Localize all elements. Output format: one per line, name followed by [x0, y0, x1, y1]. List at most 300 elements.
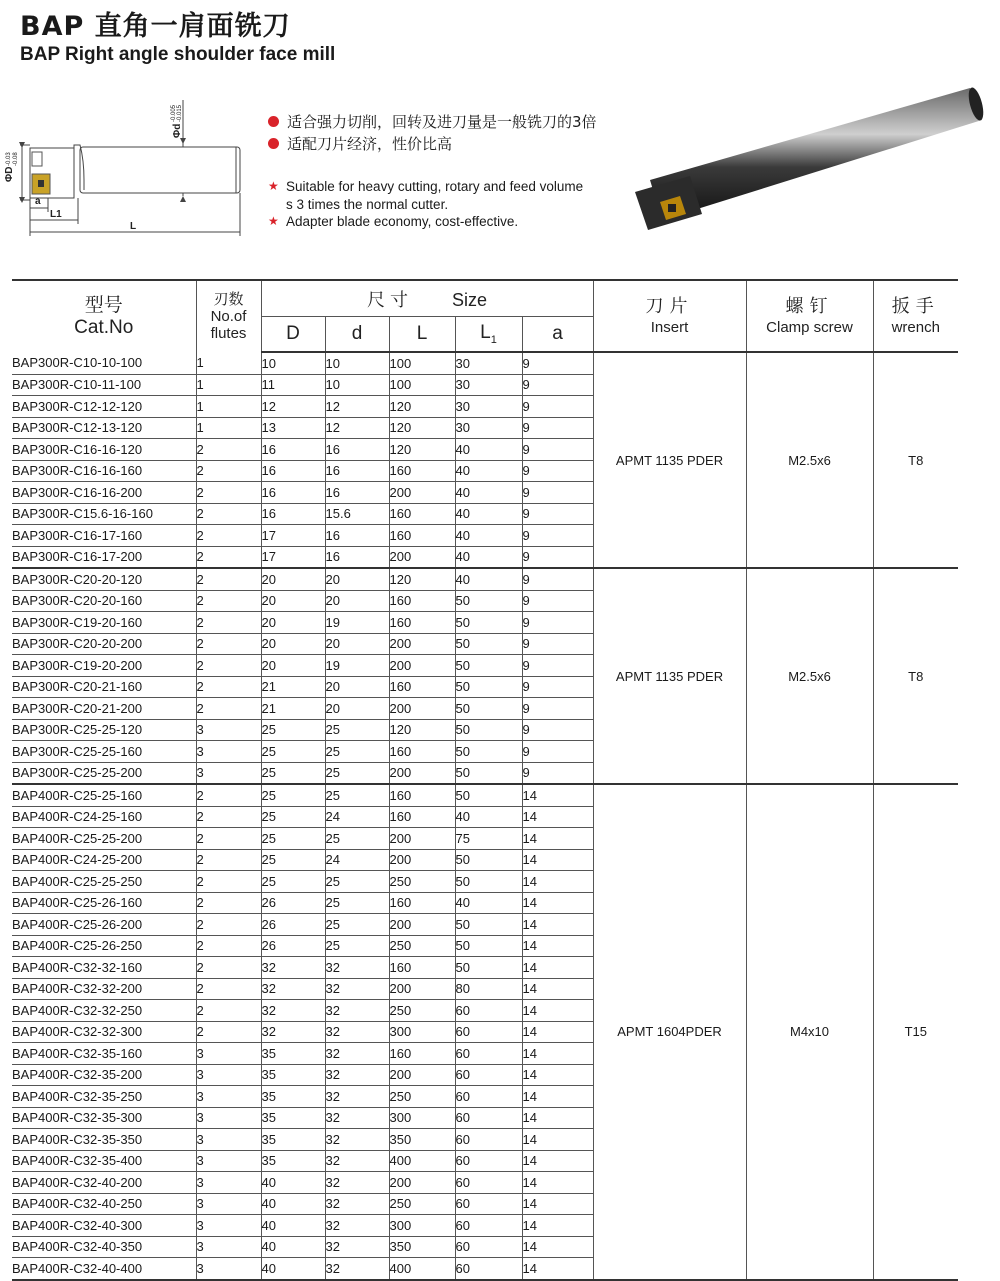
cat-no-cell: BAP300R-C16-17-200: [12, 546, 196, 568]
L1-cell: 40: [455, 503, 522, 525]
L1-cell: 60: [455, 1215, 522, 1237]
cat-no-cell: BAP400R-C25-25-200: [12, 828, 196, 850]
D-cell: 25: [261, 828, 325, 850]
L-cell: 200: [389, 482, 455, 504]
L1-cell: 60: [455, 1258, 522, 1280]
L-cell: 160: [389, 806, 455, 828]
d-cell: 12: [325, 417, 389, 439]
feature-cn-item: 适合强力切削，回转及进刀量是一般铣刀的3倍: [268, 110, 597, 132]
L-cell: 160: [389, 741, 455, 763]
D-cell: 40: [261, 1172, 325, 1194]
label-D-tol-upper: -0.03: [6, 152, 12, 166]
L-cell: 200: [389, 546, 455, 568]
d-cell: 32: [325, 1172, 389, 1194]
flutes-cell: 2: [196, 590, 261, 612]
flutes-cell: 1: [196, 396, 261, 418]
header-flutes: 刃数 No.of flutes: [196, 280, 261, 352]
L1-cell: 50: [455, 914, 522, 936]
D-cell: 10: [261, 352, 325, 374]
cat-no-cell: BAP300R-C20-20-160: [12, 590, 196, 612]
L1-cell: 60: [455, 1172, 522, 1194]
a-cell: 14: [522, 784, 593, 806]
cat-no-cell: BAP400R-C25-26-160: [12, 892, 196, 914]
cat-no-cell: BAP400R-C32-40-300: [12, 1215, 196, 1237]
L1-cell: 30: [455, 417, 522, 439]
D-cell: 20: [261, 655, 325, 677]
L-cell: 200: [389, 914, 455, 936]
flutes-cell: 2: [196, 655, 261, 677]
red-star-icon: ★: [268, 179, 279, 193]
features-en-list: [268, 178, 583, 231]
D-cell: 17: [261, 546, 325, 568]
L1-cell: 60: [455, 1193, 522, 1215]
L-cell: 200: [389, 762, 455, 784]
header-a: a: [522, 317, 593, 353]
L1-cell: 80: [455, 978, 522, 1000]
a-cell: 9: [522, 590, 593, 612]
flutes-cell: 3: [196, 1107, 261, 1129]
D-cell: 26: [261, 935, 325, 957]
d-cell: 25: [325, 914, 389, 936]
D-cell: 40: [261, 1236, 325, 1258]
d-cell: 32: [325, 978, 389, 1000]
a-cell: 9: [522, 741, 593, 763]
cat-no-cell: BAP400R-C25-25-250: [12, 871, 196, 893]
L1-cell: 50: [455, 935, 522, 957]
d-cell: 25: [325, 892, 389, 914]
D-cell: 35: [261, 1107, 325, 1129]
L1-cell: 60: [455, 1064, 522, 1086]
wrench-cell: T8: [873, 568, 958, 784]
a-cell: 14: [522, 1107, 593, 1129]
cat-no-cell: BAP400R-C32-32-160: [12, 957, 196, 979]
L-cell: 200: [389, 1172, 455, 1194]
L-cell: 200: [389, 978, 455, 1000]
L-cell: 400: [389, 1258, 455, 1280]
L1-cell: 30: [455, 396, 522, 418]
a-cell: 9: [522, 676, 593, 698]
d-cell: 32: [325, 1258, 389, 1280]
label-d: Φd: [172, 123, 183, 138]
D-cell: 35: [261, 1086, 325, 1108]
L-cell: 120: [389, 719, 455, 741]
a-cell: 14: [522, 957, 593, 979]
flutes-cell: 2: [196, 568, 261, 590]
L1-cell: 40: [455, 439, 522, 461]
L1-cell: 50: [455, 871, 522, 893]
cat-no-cell: BAP300R-C16-17-160: [12, 525, 196, 547]
cat-no-cell: BAP300R-C19-20-200: [12, 655, 196, 677]
cat-no-cell: BAP400R-C32-32-250: [12, 1000, 196, 1022]
D-cell: 35: [261, 1150, 325, 1172]
L1-cell: 40: [455, 546, 522, 568]
d-cell: 25: [325, 719, 389, 741]
cat-no-cell: BAP400R-C32-35-160: [12, 1043, 196, 1065]
L1-cell: 60: [455, 1107, 522, 1129]
feature-en-item: ★ Adapter blade economy, cost-effective.: [268, 214, 519, 229]
cat-no-cell: BAP300R-C15.6-16-160: [12, 503, 196, 525]
flutes-cell: 2: [196, 806, 261, 828]
L-cell: 160: [389, 503, 455, 525]
flutes-cell: 2: [196, 482, 261, 504]
red-star-icon: ★: [268, 214, 279, 228]
a-cell: 9: [522, 612, 593, 634]
a-cell: 14: [522, 1043, 593, 1065]
page-title-cn: BAP 直角一肩面铣刀: [20, 11, 291, 42]
table-row: [12, 352, 958, 374]
cat-no-cell: BAP400R-C32-40-200: [12, 1172, 196, 1194]
header-clamp-screw: 螺钉 Clamp screw: [746, 280, 873, 352]
feature-en-item-continued: s 3 times the normal cutter.: [286, 196, 449, 212]
a-cell: 9: [522, 352, 593, 374]
L-cell: 200: [389, 698, 455, 720]
header-size: 尺 寸 Size: [261, 280, 593, 317]
a-cell: 14: [522, 1086, 593, 1108]
D-cell: 20: [261, 568, 325, 590]
L-cell: 160: [389, 892, 455, 914]
cat-no-cell: BAP400R-C24-25-160: [12, 806, 196, 828]
flutes-cell: 3: [196, 1193, 261, 1215]
cat-no-cell: BAP400R-C32-40-250: [12, 1193, 196, 1215]
D-cell: 32: [261, 978, 325, 1000]
d-cell: 24: [325, 806, 389, 828]
flutes-cell: 2: [196, 546, 261, 568]
L1-cell: 30: [455, 374, 522, 396]
d-cell: 32: [325, 1236, 389, 1258]
insert-cell: APMT 1135 PDER: [593, 352, 746, 568]
d-cell: 19: [325, 655, 389, 677]
D-cell: 25: [261, 719, 325, 741]
insert-cell: APMT 1604PDER: [593, 784, 746, 1280]
L-cell: 160: [389, 1043, 455, 1065]
label-L1: L1: [50, 209, 62, 220]
d-cell: 32: [325, 1150, 389, 1172]
L-cell: 350: [389, 1129, 455, 1151]
cat-no-cell: BAP400R-C32-35-300: [12, 1107, 196, 1129]
a-cell: 9: [522, 568, 593, 590]
features-cn-list: [268, 110, 597, 154]
wrench-cell: T15: [873, 784, 958, 1280]
header-d: d: [325, 317, 389, 353]
L1-cell: 60: [455, 1236, 522, 1258]
D-cell: 25: [261, 871, 325, 893]
L1-cell: 50: [455, 762, 522, 784]
clamp-screw-cell: M2.5x6: [746, 568, 873, 784]
a-cell: 9: [522, 503, 593, 525]
L-cell: 250: [389, 1000, 455, 1022]
cat-no-cell: BAP400R-C32-32-200: [12, 978, 196, 1000]
d-cell: 16: [325, 439, 389, 461]
L-cell: 300: [389, 1021, 455, 1043]
a-cell: 14: [522, 806, 593, 828]
L-cell: 160: [389, 525, 455, 547]
a-cell: 14: [522, 978, 593, 1000]
cat-no-cell: BAP300R-C19-20-160: [12, 612, 196, 634]
d-cell: 16: [325, 525, 389, 547]
D-cell: 11: [261, 374, 325, 396]
header-cat-no: 型号 Cat.No: [12, 280, 196, 352]
d-cell: 16: [325, 460, 389, 482]
cat-no-cell: BAP300R-C20-20-200: [12, 633, 196, 655]
a-cell: 9: [522, 698, 593, 720]
flutes-cell: 2: [196, 698, 261, 720]
L-cell: 300: [389, 1107, 455, 1129]
a-cell: 14: [522, 1129, 593, 1151]
cat-no-cell: BAP400R-C25-25-160: [12, 784, 196, 806]
D-cell: 20: [261, 612, 325, 634]
L1-cell: 40: [455, 482, 522, 504]
D-cell: 21: [261, 676, 325, 698]
d-cell: 32: [325, 1215, 389, 1237]
d-cell: 25: [325, 935, 389, 957]
d-cell: 20: [325, 698, 389, 720]
d-cell: 16: [325, 546, 389, 568]
L1-cell: 60: [455, 1021, 522, 1043]
d-cell: 32: [325, 1000, 389, 1022]
flutes-cell: 2: [196, 957, 261, 979]
d-cell: 20: [325, 568, 389, 590]
cat-no-cell: BAP300R-C20-21-200: [12, 698, 196, 720]
D-cell: 17: [261, 525, 325, 547]
L-cell: 200: [389, 633, 455, 655]
d-cell: 25: [325, 762, 389, 784]
d-cell: 32: [325, 1129, 389, 1151]
L-cell: 160: [389, 612, 455, 634]
clamp-screw-cell: M2.5x6: [746, 352, 873, 568]
L-cell: 100: [389, 374, 455, 396]
d-cell: 12: [325, 396, 389, 418]
L1-cell: 40: [455, 892, 522, 914]
L1-cell: 60: [455, 1000, 522, 1022]
d-cell: 25: [325, 784, 389, 806]
flutes-cell: 2: [196, 784, 261, 806]
D-cell: 25: [261, 762, 325, 784]
cat-no-cell: BAP300R-C20-21-160: [12, 676, 196, 698]
flutes-cell: 2: [196, 1021, 261, 1043]
L-cell: 200: [389, 1064, 455, 1086]
L-cell: 160: [389, 460, 455, 482]
a-cell: 14: [522, 1064, 593, 1086]
a-cell: 14: [522, 914, 593, 936]
L1-cell: 50: [455, 741, 522, 763]
L1-cell: 50: [455, 719, 522, 741]
a-cell: 9: [522, 719, 593, 741]
cat-no-cell: BAP300R-C16-16-120: [12, 439, 196, 461]
cat-no-cell: BAP300R-C25-25-160: [12, 741, 196, 763]
D-cell: 20: [261, 633, 325, 655]
D-cell: 40: [261, 1193, 325, 1215]
header-L: L: [389, 317, 455, 353]
a-cell: 14: [522, 1236, 593, 1258]
a-cell: 9: [522, 396, 593, 418]
D-cell: 16: [261, 439, 325, 461]
flutes-cell: 2: [196, 676, 261, 698]
flutes-cell: 2: [196, 633, 261, 655]
a-cell: 9: [522, 546, 593, 568]
L1-cell: 50: [455, 957, 522, 979]
a-cell: 9: [522, 417, 593, 439]
flutes-cell: 3: [196, 741, 261, 763]
D-cell: 25: [261, 784, 325, 806]
flutes-cell: 2: [196, 1000, 261, 1022]
D-cell: 25: [261, 849, 325, 871]
page-title-en: BAP Right angle shoulder face mill: [20, 44, 336, 65]
a-cell: 14: [522, 935, 593, 957]
L1-cell: 75: [455, 828, 522, 850]
flutes-cell: 2: [196, 849, 261, 871]
cat-no-cell: BAP400R-C32-35-200: [12, 1064, 196, 1086]
cat-no-cell: BAP300R-C16-16-160: [12, 460, 196, 482]
flutes-cell: 3: [196, 1258, 261, 1280]
L1-cell: 40: [455, 525, 522, 547]
flutes-cell: 3: [196, 1129, 261, 1151]
red-dot-icon: [268, 116, 279, 127]
cat-no-cell: BAP300R-C25-25-200: [12, 762, 196, 784]
L1-cell: 60: [455, 1086, 522, 1108]
flutes-cell: 2: [196, 525, 261, 547]
cat-no-cell: BAP300R-C20-20-120: [12, 568, 196, 590]
cat-no-cell: BAP400R-C32-32-300: [12, 1021, 196, 1043]
spec-table-body: [12, 352, 958, 1280]
D-cell: 26: [261, 892, 325, 914]
D-cell: 26: [261, 914, 325, 936]
D-cell: 32: [261, 1021, 325, 1043]
insert-cell: APMT 1135 PDER: [593, 568, 746, 784]
L1-cell: 40: [455, 460, 522, 482]
cat-no-cell: BAP400R-C32-35-400: [12, 1150, 196, 1172]
L-cell: 250: [389, 935, 455, 957]
table-row: [12, 784, 958, 806]
a-cell: 9: [522, 374, 593, 396]
wrench-cell: T8: [873, 352, 958, 568]
d-cell: 32: [325, 1107, 389, 1129]
a-cell: 9: [522, 482, 593, 504]
flutes-cell: 3: [196, 1236, 261, 1258]
table-row: [12, 568, 958, 590]
flutes-cell: 3: [196, 1043, 261, 1065]
d-cell: 20: [325, 676, 389, 698]
feature-cn-item: 适配刀片经济，性价比高: [268, 132, 597, 154]
L-cell: 120: [389, 396, 455, 418]
L-cell: 120: [389, 439, 455, 461]
flutes-cell: 2: [196, 828, 261, 850]
D-cell: 25: [261, 741, 325, 763]
label-d-tol-upper: -0.005: [171, 104, 177, 122]
flutes-cell: 2: [196, 460, 261, 482]
D-cell: 25: [261, 806, 325, 828]
L-cell: 250: [389, 871, 455, 893]
L1-cell: 50: [455, 633, 522, 655]
D-cell: 21: [261, 698, 325, 720]
cat-no-cell: BAP300R-C16-16-200: [12, 482, 196, 504]
flutes-cell: 3: [196, 1086, 261, 1108]
cat-no-cell: BAP400R-C32-40-400: [12, 1258, 196, 1280]
D-cell: 13: [261, 417, 325, 439]
D-cell: 35: [261, 1043, 325, 1065]
L1-cell: 50: [455, 655, 522, 677]
L-cell: 160: [389, 590, 455, 612]
L1-cell: 50: [455, 676, 522, 698]
header-insert: 刀片 Insert: [593, 280, 746, 352]
d-cell: 32: [325, 1043, 389, 1065]
flutes-cell: 2: [196, 892, 261, 914]
L1-cell: 50: [455, 849, 522, 871]
d-cell: 10: [325, 352, 389, 374]
D-cell: 32: [261, 957, 325, 979]
L-cell: 250: [389, 1086, 455, 1108]
flutes-cell: 3: [196, 719, 261, 741]
L1-cell: 50: [455, 590, 522, 612]
label-L: L: [130, 221, 137, 232]
cat-no-cell: BAP300R-C12-13-120: [12, 417, 196, 439]
D-cell: 40: [261, 1215, 325, 1237]
L-cell: 300: [389, 1215, 455, 1237]
a-cell: 9: [522, 762, 593, 784]
flutes-cell: 2: [196, 935, 261, 957]
header-D: D: [261, 317, 325, 353]
flutes-cell: 1: [196, 374, 261, 396]
a-cell: 9: [522, 439, 593, 461]
flutes-cell: 3: [196, 1150, 261, 1172]
d-cell: 20: [325, 633, 389, 655]
a-cell: 14: [522, 828, 593, 850]
cat-no-cell: BAP300R-C10-10-100: [12, 352, 196, 374]
L-cell: 100: [389, 352, 455, 374]
L1-cell: 60: [455, 1043, 522, 1065]
flutes-cell: 1: [196, 417, 261, 439]
D-cell: 32: [261, 1000, 325, 1022]
a-cell: 9: [522, 633, 593, 655]
red-dot-icon: [268, 138, 279, 149]
a-cell: 14: [522, 1172, 593, 1194]
d-cell: 25: [325, 828, 389, 850]
flutes-cell: 2: [196, 871, 261, 893]
L1-cell: 40: [455, 568, 522, 590]
L1-cell: 30: [455, 352, 522, 374]
cat-no-cell: BAP300R-C25-25-120: [12, 719, 196, 741]
end-mill-product-photo: [620, 80, 990, 240]
L-cell: 160: [389, 957, 455, 979]
D-cell: 20: [261, 590, 325, 612]
a-cell: 14: [522, 1000, 593, 1022]
L-cell: 200: [389, 828, 455, 850]
L1-cell: 50: [455, 698, 522, 720]
cat-no-cell: BAP400R-C32-35-350: [12, 1129, 196, 1151]
a-cell: 14: [522, 1150, 593, 1172]
label-a: a: [35, 196, 41, 207]
D-cell: 35: [261, 1129, 325, 1151]
header-L1: $L_1$: [455, 317, 522, 353]
flutes-cell: 2: [196, 503, 261, 525]
a-cell: 14: [522, 1193, 593, 1215]
d-cell: 25: [325, 741, 389, 763]
L-cell: 350: [389, 1236, 455, 1258]
flutes-cell: 3: [196, 762, 261, 784]
d-cell: 32: [325, 957, 389, 979]
flutes-cell: 2: [196, 612, 261, 634]
a-cell: 14: [522, 1021, 593, 1043]
d-cell: 19: [325, 612, 389, 634]
a-cell: 9: [522, 525, 593, 547]
a-cell: 14: [522, 849, 593, 871]
L-cell: 160: [389, 676, 455, 698]
spec-table: [12, 279, 958, 1281]
flutes-cell: 3: [196, 1215, 261, 1237]
a-cell: 9: [522, 655, 593, 677]
d-cell: 25: [325, 871, 389, 893]
d-cell: 32: [325, 1064, 389, 1086]
D-cell: 16: [261, 460, 325, 482]
